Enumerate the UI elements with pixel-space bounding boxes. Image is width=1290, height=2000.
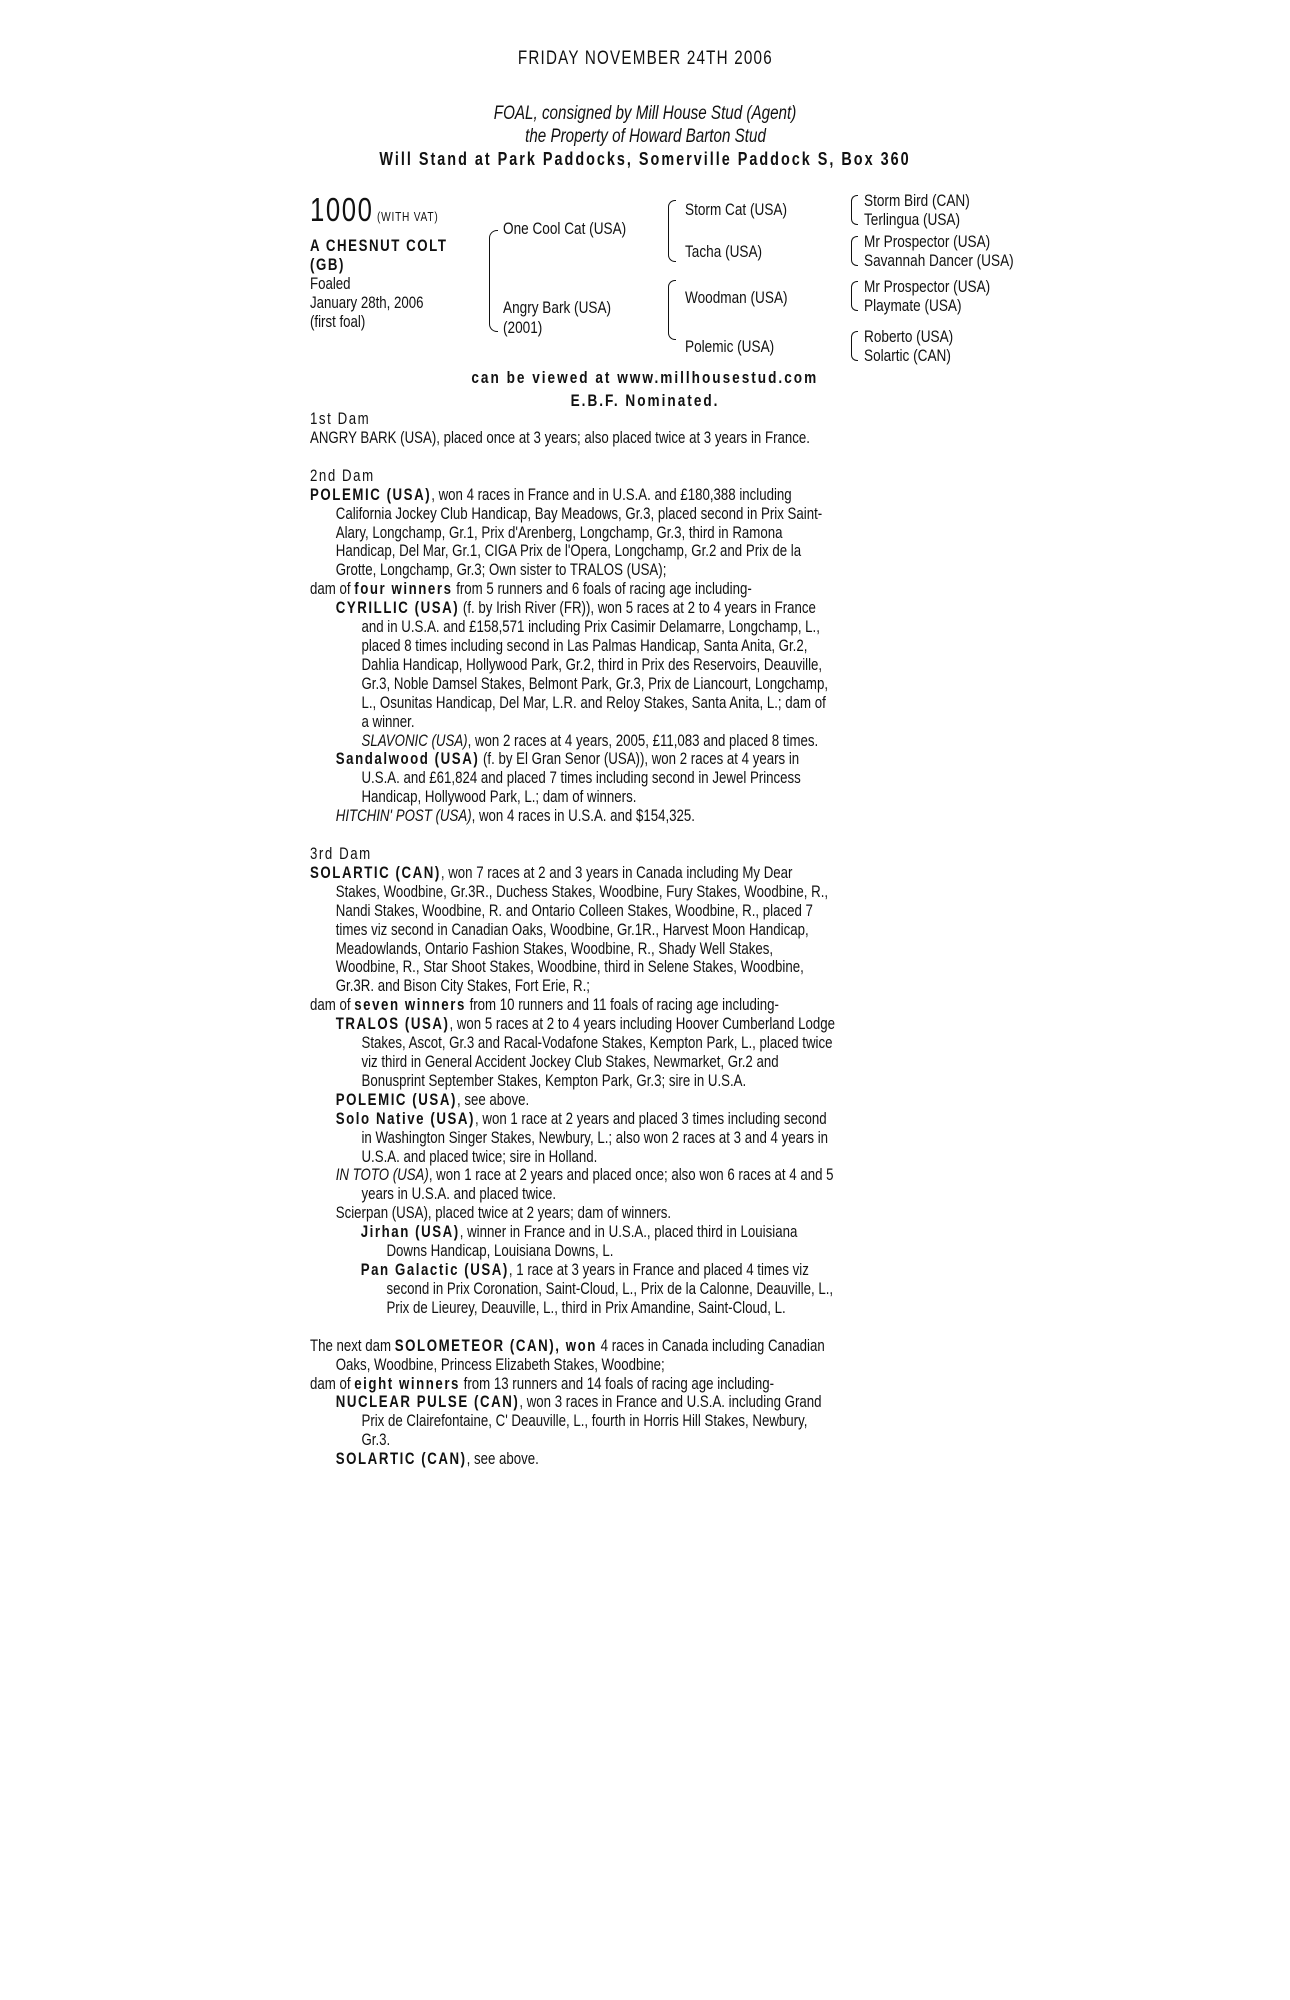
sire: One Cool Cat (USA) xyxy=(503,219,627,238)
consignor-line: FOAL, consigned by Mill House Stud (Agent) the Property of Howard Barton Stud xyxy=(493,103,797,147)
ancestor: Roberto (USA) xyxy=(864,327,954,346)
dam-name: SOLOMETEOR (CAN) xyxy=(394,1335,556,1355)
ancestor: Playmate (USA) xyxy=(864,296,962,315)
progeny-name: POLEMIC (USA) xyxy=(335,1089,457,1109)
brace xyxy=(851,236,858,266)
ancestor: Mr Prospector (USA) xyxy=(864,277,991,296)
progeny-name: NUCLEAR PULSE (CAN) xyxy=(335,1392,520,1412)
progeny-name: IN TOTO (USA) xyxy=(335,1165,429,1185)
progeny-name: SLAVONIC (USA) xyxy=(361,730,468,750)
brace xyxy=(668,280,676,340)
ancestor: Savannah Dancer (USA) xyxy=(864,251,1014,270)
dam-name: SOLARTIC (CAN) xyxy=(310,862,441,882)
progeny-name: SOLARTIC (CAN) xyxy=(335,1449,467,1469)
section-heading: 1st Dam xyxy=(310,409,371,428)
sale-date: FRIDAY NOVEMBER 24TH 2006 xyxy=(517,48,773,69)
ancestor: Mr Prospector (USA) xyxy=(864,232,991,251)
dam: Angry Bark (USA) xyxy=(503,298,612,317)
dam-sire: Woodman (USA) xyxy=(685,288,788,307)
vat-note: (WITH VAT) xyxy=(376,209,439,224)
grand-progeny-name: Pan Galactic (USA) xyxy=(360,1259,509,1279)
stand-location: Will Stand at Park Paddocks, Somerville Paddock S, Box 360 xyxy=(379,149,911,169)
brace xyxy=(668,200,676,262)
progeny-name: Solo Native (USA) xyxy=(335,1108,475,1128)
section-heading: 3rd Dam xyxy=(310,844,372,864)
lot-description: A CHESNUT COLT (GB) Foaled January 28th, 2006 (first foal) xyxy=(310,236,448,331)
progeny-name: TRALOS (USA) xyxy=(335,1014,450,1034)
lot-number: 1000 (WITH VAT) xyxy=(310,191,439,228)
dam-year: (2001) xyxy=(503,318,543,337)
second-dam-section: 2nd Dam POLEMIC (USA), won 4 races in France and in U.S.A. and £180,388 including California Jockey Club Handicap, Bay Meadows, Gr.3, placed second in Prix Saint-Alary, Longchamp, Gr.1, Prix d'Arenberg, Longchamp, Gr.3, third in Ramona Handicap, Del Mar, Gr.1, CIGA Prix de l'Opera, Longchamp, Gr.2 and Prix de la Grotte, Longchamp, Gr.3; Own sister to TRALOS (USA); dam of four winners from 5 runners and 6 foals of racing age including- CYRILLIC (USA) (f. by Irish River (FR)), won 5 races at 2 to 4 years in France and in U.S.A. and £158,571 including Prix Casimir Delamarre, Longchamp, L., placed 8 times including second in Las Palmas Handicap, Santa Anita, Gr.2, Dahlia Handicap, Hollywood Park, Gr.2, third in Prix des Reservoirs, Deauville, Gr.3, Noble Damsel Stakes, Belmont Park, Gr.3, Prix de Liancourt, Longchamp, L., Osunitas Handicap, Del Mar, L.R. and Reloy Stakes, Santa Anita, L.; dam of a winner. SLAVONIC (USA), won 2 races at 4 years, 2005, £11,083 and placed 8 times. Sandalwood (USA) (f. by El Gran Senor (USA)), won 2 races at 4 years in U.S.A. and £61,824 and placed 7 times including second in Jewel Princess Handicap, Hollywood Park, L.; dam of winners. HITCHIN' POST (USA), won 4 races in U.S.A. and $154,325. xyxy=(310,467,837,826)
brace xyxy=(851,195,858,225)
next-dam-section: The next dam SOLOMETEOR (CAN), won 4 races in Canada including Canadian Oaks, Woodbine, Princess Elizabeth Stakes, Woodbine; dam of eight winners from 13 runners and 14 foals of racing age including- NUCLEAR PULSE (CAN), won 3 races in France and U.S.A. including Grand Prix de Clairefontaine, C' Deauville, L., fourth in Horris Hill Stakes, Newbury, Gr.3. SOLARTIC (CAN), see above. xyxy=(310,1335,825,1469)
brace xyxy=(851,281,858,311)
dam-dam: Polemic (USA) xyxy=(685,337,775,356)
grand-progeny-name: Jirhan (USA) xyxy=(360,1222,460,1242)
first-dam-section xyxy=(310,410,1137,448)
ancestor: Storm Bird (CAN) xyxy=(864,191,970,210)
website-line: can be viewed at www.millhousestud.com xyxy=(471,368,819,387)
property-line: the Property of Howard Barton Stud xyxy=(524,126,766,147)
progeny-name: CYRILLIC (USA) xyxy=(335,598,460,618)
progeny-name: Sandalwood (USA) xyxy=(335,749,480,769)
dam-name: POLEMIC (USA) xyxy=(310,484,432,504)
third-dam-section: 3rd Dam SOLARTIC (CAN), won 7 races at 2 and 3 years in Canada including My Dear Stakes, Woodbine, Gr.3R., Duchess Stakes, Woodbine, Fury Stakes, Woodbine, R., Nandi Stakes, Woodbine, R. and Ontario Colleen Stakes, Woodbine, R., placed 7 times viz second in Canadian Oaks, Woodbine, Gr.1R., Harvest Moon Handicap, Meadowlands, Ontario Fashion Stakes, Woodbine, R., Shady Well Stakes, Woodbine, R., Star Shoot Stakes, Woodbine, third in Selene Stakes, Woodbine, Gr.3R. and Bison City Stakes, Fort Erie, R.; dam of seven winners from 10 runners and 11 foals of racing age including- TRALOS (USA), won 5 races at 2 to 4 years including Hoover Cumberland Lodge Stakes, Ascot, Gr.3 and Racal-Vodafone Stakes, Kempton Park, L., placed twice viz third in General Accident Jockey Club Stakes, Newmarket, Gr.2 and Bonusprint September Stakes, Kempton Park, Gr.3; sire in U.S.A. POLEMIC (USA), see above. Solo Native (USA), won 1 race at 2 years and placed 3 times including second in Washington Singer Stakes, Newbury, L.; also won 2 races at 3 and 4 years in U.S.A. and placed twice; sire in Holland. IN TOTO (USA), won 1 race at 2 years and placed once; also won 6 races at 4 and 5 years in U.S.A. and placed twice. Scierpan (USA), placed twice at 2 years; dam of winners. Jirhan (USA), winner in France and in U.S.A., placed third in Louisiana Downs Handicap, Louisiana Downs, L. Pan Galactic (USA), 1 race at 3 years in France and placed 4 times viz second in Prix Coronation, Saint-Cloud, L., Prix de la Calonne, Deauville, L., Prix de Lieurey, Deauville, L., third in Prix Amandine, Saint-Cloud, L. xyxy=(310,844,835,1317)
section-heading: 2nd Dam xyxy=(310,465,375,485)
catalogue-body xyxy=(310,410,1137,1469)
first-dam-text: ANGRY BARK (USA), placed once at 3 years; also placed twice at 3 years in France. xyxy=(310,427,810,447)
ebf-nominated: E.B.F. Nominated. xyxy=(570,391,720,410)
progeny-name: HITCHIN' POST (USA) xyxy=(335,806,472,826)
brace xyxy=(489,230,498,332)
brace xyxy=(851,331,858,361)
ancestor: Solartic (CAN) xyxy=(864,346,951,365)
progeny-entry: Scierpan (USA), placed twice at 2 years; dam of winners. xyxy=(335,1203,672,1223)
ancestor: Terlingua (USA) xyxy=(864,210,960,229)
sire-dam: Tacha (USA) xyxy=(685,242,763,261)
sire-sire: Storm Cat (USA) xyxy=(685,200,788,219)
